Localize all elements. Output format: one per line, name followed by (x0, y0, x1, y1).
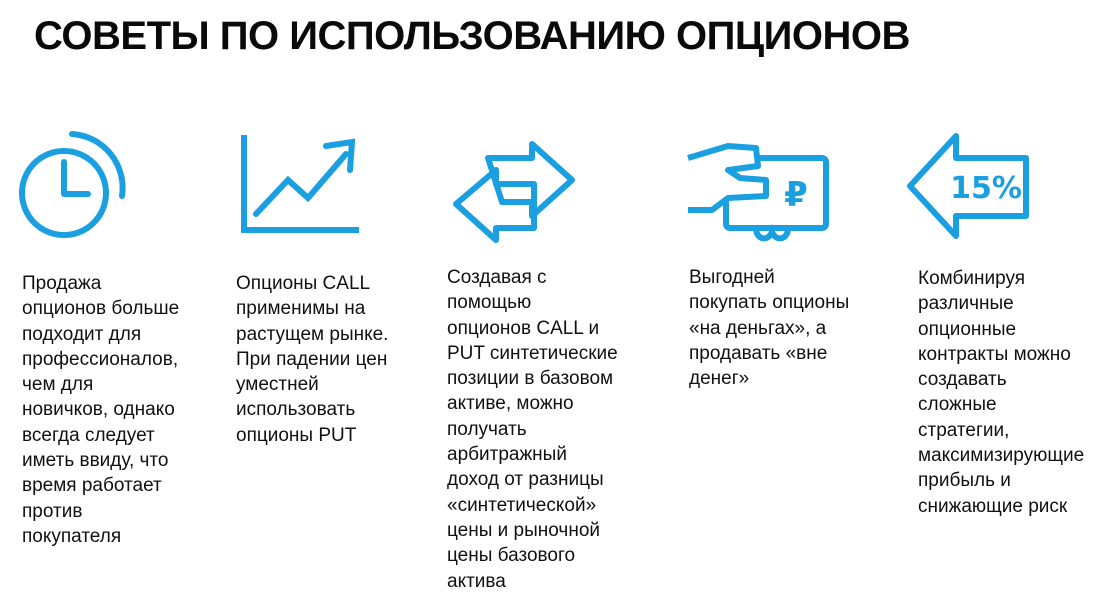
growth-chart-icon (238, 134, 362, 238)
exchange-arrows-icon (452, 140, 578, 244)
ruble-symbol: ₽ (784, 175, 808, 215)
hand-with-ruble-card-icon (684, 140, 834, 244)
tip-text-time: Продажа опционов больше подходит для профессионалов, чем для новичков, однако всегда следует иметь ввиду, что время работает против покупателя (22, 273, 180, 547)
percent-arrow-icon (904, 132, 1034, 240)
tip-text-moneyness: Выгодней покупать опционы «на деньгах», а продавать «вне денег» (689, 267, 850, 390)
tip-text-combination: Комбинируя различные опционные контракты можно создавать сложные стратегии, максимизирующие прибыль и снижающие риск (918, 268, 1085, 517)
tip-text-call-put: Опционы CALL применимы на растущем рынке. При падении цен уместней использовать опционы PUT (236, 273, 389, 446)
clock-icon (12, 128, 130, 246)
page-title: СОВЕТЫ ПО ИСПОЛЬЗОВАНИЮ ОПЦИОНОВ (34, 14, 910, 58)
tip-text-synthetic: Создавая с помощью опционов CALL и PUT синтетические позиции в базовом активе, можно получать арбитражный доход от разницы «синтетической» цены и рыночной цены базового актива (447, 267, 618, 592)
percent-label: 15% (950, 171, 1022, 206)
